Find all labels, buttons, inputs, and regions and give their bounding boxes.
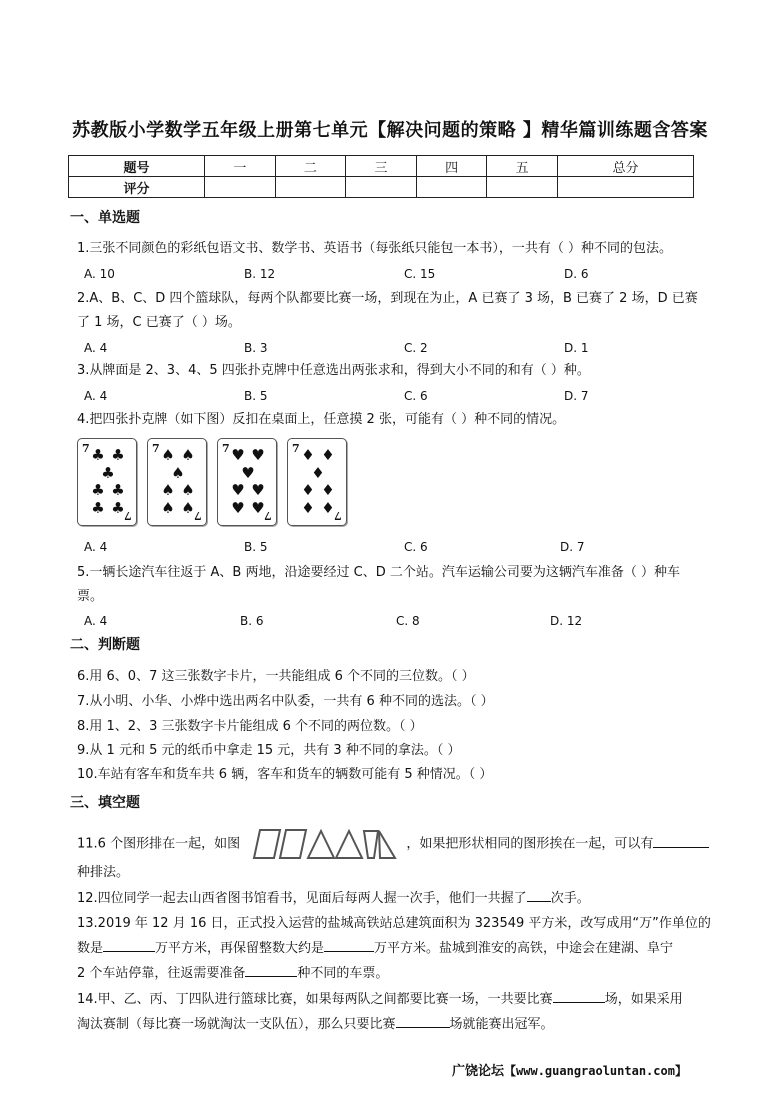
- triangle-shape: [308, 831, 334, 858]
- question-14-text-a1: 14.甲、乙、丙、丁四队进行篮球比赛，如果每两队之间都要比赛一场，一共要比赛: [77, 992, 553, 1007]
- score-cell-empty: [205, 177, 276, 198]
- option-b: B. 5: [244, 540, 268, 554]
- option-d: D. 7: [560, 540, 585, 554]
- question-14-text-a2: 场，如果采用: [604, 992, 683, 1007]
- triangle-shape: [336, 831, 362, 858]
- question-14-text-b2: 场就能赛出冠军。: [449, 1017, 554, 1032]
- heart-icon: [228, 447, 268, 517]
- question-10: 10.车站有客车和货车共 6 辆，客车和货车的辆数可能有 5 种情况。（ ）: [77, 767, 493, 782]
- club-icon: ♣: [111, 498, 125, 517]
- question-13-line2: [77, 936, 717, 962]
- question-7: 7.从小明、小华、小烨中选出两名中队委，一共有 6 种不同的选法。（ ）: [77, 694, 494, 709]
- question-11-cont: 种排法。: [77, 865, 130, 880]
- option-a: A. 4: [84, 614, 108, 628]
- score-table-score-row: [69, 177, 694, 198]
- question-13-line3: [77, 961, 717, 987]
- option-d: D. 12: [550, 614, 583, 628]
- score-cell-empty: [416, 177, 487, 198]
- parallelogram-shape: [254, 830, 280, 858]
- option-c: C. 6: [404, 540, 428, 554]
- question-2: 2.A、B、C、D 四个篮球队，每两个队都要比赛一场，到现在为止，A 已赛了 3 场，B 已赛了 2 场，D 已赛: [77, 291, 698, 306]
- score-cell-label: 评分: [69, 177, 205, 198]
- spade-icon: ♠: [181, 446, 195, 464]
- option-d: D. 6: [564, 267, 589, 281]
- footer-site-name: 广饶论坛: [452, 1064, 505, 1079]
- card-rank: 7: [194, 509, 202, 522]
- question-13-text-b1: 数是: [77, 941, 104, 956]
- question-4: 4.把四张扑克牌（如下图）反扣在桌面上，任意摸 2 张，可能有（ ）种不同的情况。: [77, 412, 566, 427]
- club-icon: ♣: [101, 463, 115, 482]
- page-title: 苏教版小学数学五年级上册第七单元【解决问题的策略 】精华篇训练题含答案: [72, 120, 708, 141]
- score-cell: 三: [346, 156, 417, 177]
- card-rank: 7: [124, 509, 132, 522]
- question-14-line2: [77, 1012, 717, 1038]
- section-heading-true-false: 二、判断题: [70, 637, 140, 653]
- option-b: B. 3: [244, 341, 268, 355]
- question-11-text-b: ，如果把形状相同的图形挨在一起，可以有: [406, 836, 654, 852]
- score-cell: 四: [416, 156, 487, 177]
- option-c: C. 8: [396, 614, 420, 628]
- club-icon: ♣: [111, 481, 125, 499]
- playing-card: [217, 438, 277, 526]
- card-rank: 7: [334, 509, 342, 522]
- question-11-text-a: 11.6 个图形排在一起，如图: [77, 836, 241, 852]
- score-cell: 五: [487, 156, 558, 177]
- shapes-figure: [248, 828, 398, 860]
- score-cell-empty: [346, 177, 417, 198]
- question-8: 8.用 1、2、3 三张数字卡片能组成 6 个不同的两位数。（ ）: [77, 719, 423, 734]
- footer-watermark: [452, 1060, 687, 1079]
- option-d: D. 7: [564, 389, 589, 403]
- score-table: [68, 155, 694, 198]
- answer-blank[interactable]: [553, 988, 605, 1003]
- heart-icon: ♥: [241, 463, 255, 482]
- spade-icon: ♠: [161, 446, 175, 464]
- club-icon: ♣: [91, 481, 105, 499]
- question-5: 5.一辆长途汽车往返于 A、B 两地，沿途要经过 C、D 二个站。汽车运输公司要为这辆汽车准备（ ）种车: [77, 565, 680, 580]
- question-3: 3.从牌面是 2、3、4、5 四张扑克牌中任意选出两张求和，得到大小不同的和有（ ）种。: [77, 363, 590, 378]
- heart-icon: ♥: [231, 498, 245, 517]
- score-cell-empty: [487, 177, 558, 198]
- score-table-header-row: [69, 156, 694, 177]
- card-rank: 7: [222, 442, 230, 455]
- club-icon: [88, 447, 128, 517]
- score-cell: 总分: [557, 156, 693, 177]
- diamond-icon: ♦: [321, 498, 335, 517]
- option-a: A. 4: [84, 341, 108, 355]
- question-14: [77, 987, 717, 1013]
- question-6: 6.用 6、0、7 这三张数字卡片，一共能组成 6 个不同的三位数。（ ）: [77, 669, 475, 684]
- triangle-shape: [379, 831, 395, 858]
- answer-blank[interactable]: [324, 937, 374, 952]
- question-13-text-c2: 种不同的车票。: [297, 966, 389, 981]
- diamond-icon: ♦: [301, 498, 315, 517]
- option-c: C. 15: [404, 267, 436, 281]
- option-b: B. 12: [244, 267, 276, 281]
- question-11: [77, 828, 717, 860]
- question-12-text-a: 12.四位同学一起去山西省图书馆看书，见面后每两人握一次手，他们一共握了: [77, 891, 527, 906]
- option-d: D. 1: [564, 341, 589, 355]
- question-13-text-b2: 万平方米，再保留整数大约是: [155, 941, 325, 956]
- option-a: A. 4: [84, 389, 108, 403]
- option-c: C. 2: [404, 341, 428, 355]
- card-rank: 7: [82, 442, 90, 455]
- answer-blank[interactable]: [653, 833, 709, 848]
- diamond-icon: [298, 447, 338, 517]
- card-rank: 7: [152, 442, 160, 455]
- footer-url: 【www.guangraoluntan.com】: [504, 1064, 687, 1078]
- diamond-icon: ♦: [301, 446, 315, 464]
- playing-card: [287, 438, 347, 526]
- spade-icon: ♠: [171, 463, 185, 482]
- question-5-cont: 票。: [77, 589, 104, 604]
- heart-icon: ♥: [231, 481, 245, 499]
- spade-icon: ♠: [181, 481, 195, 499]
- parallelogram-shape: [280, 830, 306, 858]
- playing-cards-figure: [77, 438, 357, 528]
- club-icon: ♣: [91, 498, 105, 517]
- club-icon: ♣: [91, 446, 105, 464]
- score-cell-label: 题号: [69, 156, 205, 177]
- answer-blank[interactable]: [245, 962, 297, 977]
- option-a: A. 10: [84, 267, 115, 281]
- score-cell: 一: [205, 156, 276, 177]
- answer-blank[interactable]: [527, 887, 551, 902]
- question-2-cont: 了 1 场，C 已赛了（ ）场。: [77, 315, 241, 330]
- answer-blank[interactable]: [103, 937, 155, 952]
- diamond-icon: ♦: [321, 481, 335, 499]
- card-rank: 7: [264, 509, 272, 522]
- question-12-text-b: 次手。: [550, 891, 590, 906]
- option-c: C. 6: [404, 389, 428, 403]
- option-a: A. 4: [84, 540, 108, 554]
- spade-icon: ♠: [181, 498, 195, 517]
- question-13-text-c1: 2 个车站停靠，往返需要准备: [77, 966, 246, 981]
- playing-card: [147, 438, 207, 526]
- question-13-text-b3: 万平方米。盐城到淮安的高铁，中途会在建湖、阜宁: [374, 941, 674, 956]
- section-heading-single-choice: 一、单选题: [70, 210, 140, 226]
- question-14-text-b1: 淘汰赛制（每比赛一场就淘汰一支队伍），那么只要比赛: [77, 1017, 396, 1032]
- diamond-icon: ♦: [301, 481, 315, 499]
- diamond-icon: ♦: [321, 446, 335, 464]
- question-13: 13.2019 年 12 月 16 日，正式投入运营的盐城高铁站总建筑面积为 323549 平方米，改写成用“万”作单位的: [77, 916, 711, 931]
- score-cell-empty: [275, 177, 346, 198]
- heart-icon: ♥: [251, 481, 265, 499]
- heart-icon: ♥: [251, 498, 265, 517]
- heart-icon: ♥: [251, 446, 265, 464]
- club-icon: ♣: [111, 446, 125, 464]
- playing-card: [77, 438, 137, 526]
- question-12: [77, 886, 717, 912]
- trapezoid-shape: [364, 831, 378, 858]
- question-9: 9.从 1 元和 5 元的纸币中拿走 15 元，共有 3 种不同的拿法。（ ）: [77, 743, 461, 758]
- question-1: 1.三张不同颜色的彩纸包语文书、数学书、英语书（每张纸只能包一本书），一共有（ ）种不同的包法。: [77, 241, 673, 256]
- answer-blank[interactable]: [396, 1013, 450, 1028]
- option-b: B. 5: [244, 389, 268, 403]
- section-heading-fill-blank: 三、填空题: [70, 795, 140, 811]
- score-cell-empty: [557, 177, 693, 198]
- option-b: B. 6: [240, 614, 264, 628]
- card-rank: 7: [292, 442, 300, 455]
- diamond-icon: ♦: [311, 463, 325, 482]
- spade-icon: ♠: [161, 498, 175, 517]
- spade-icon: ♠: [161, 481, 175, 499]
- spade-icon: [158, 447, 198, 517]
- score-cell: 二: [275, 156, 346, 177]
- heart-icon: ♥: [231, 446, 245, 464]
